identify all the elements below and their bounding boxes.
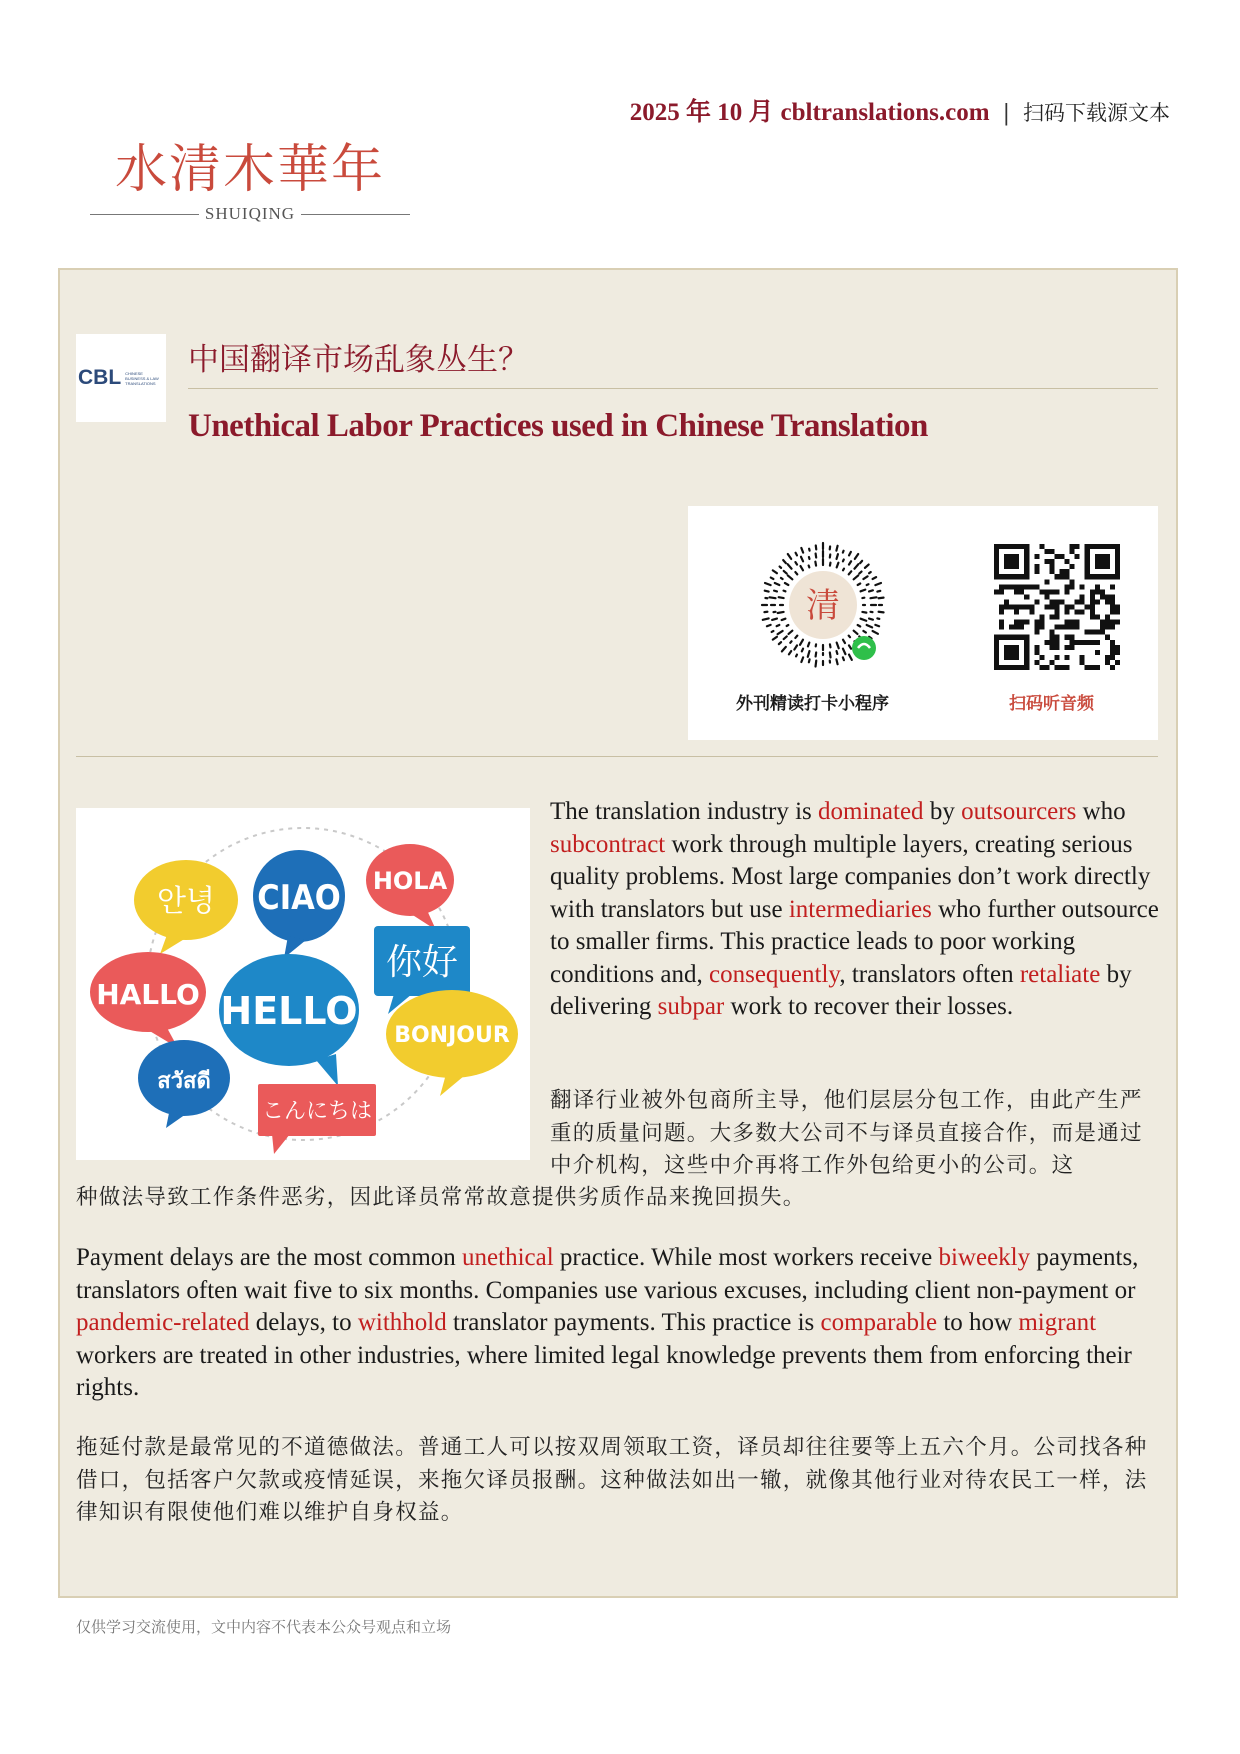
language-bubbles-image [76, 808, 530, 1160]
section-divider [76, 756, 1158, 757]
vocab-highlight: comparable [820, 1309, 938, 1336]
body-text: practice. While most workers receive [553, 1244, 939, 1271]
mini-program-label: 外刊精读打卡小程序 [736, 694, 889, 714]
title-english: Unethical Labor Practices used in Chinese Translation [188, 408, 928, 444]
svg-text:BONJOUR: BONJOUR [394, 1023, 510, 1048]
vocab-highlight: withhold [357, 1309, 447, 1336]
paragraph-2-english [76, 1242, 1166, 1405]
header-separator: | [1002, 101, 1010, 126]
vocab-highlight: biweekly [938, 1244, 1031, 1271]
body-text: translator payments. This practice is [446, 1309, 821, 1336]
body-text: Payment delays are the most common [76, 1244, 463, 1271]
vocab-highlight: dominated [818, 798, 924, 825]
title-chinese: 中国翻译市场乱象丛生？ [188, 342, 529, 378]
svg-text:สวัสดี: สวัสดี [157, 1069, 211, 1094]
vocab-highlight: retaliate [1019, 960, 1101, 988]
title-divider [188, 388, 1158, 389]
svg-text:안녕: 안녕 [157, 884, 215, 919]
body-text: delays, to [249, 1309, 358, 1336]
logo-sub-text: SHUIQING [204, 204, 296, 223]
logo-rule-left [90, 214, 199, 215]
svg-text:你好: 你好 [385, 942, 459, 983]
svg-text:CIAO: CIAO [257, 878, 341, 918]
mini-program-code-icon[interactable] [758, 540, 888, 670]
svg-text:HALLO: HALLO [96, 978, 200, 1011]
body-text: who [1076, 798, 1126, 825]
mini-program-char: 清 [806, 586, 840, 626]
body-text: to how [937, 1309, 1019, 1336]
body-text: The translation industry is [550, 798, 819, 825]
logo-rule-right [301, 214, 410, 215]
body-text: work to recover their losses. [724, 993, 1014, 1020]
download-note: 扫码下载源文本 [1023, 101, 1170, 125]
svg-text:HOLA: HOLA [372, 867, 448, 895]
paragraph-1-english [550, 796, 1162, 1024]
vocab-highlight: consequently [709, 960, 840, 988]
logo-mark: 水清木華年 [114, 140, 385, 200]
header-meta [630, 92, 1170, 128]
paragraph-1-chinese-continued: 种做法导致工作条件恶劣，因此译员常常故意提供劣质作品来挽回损失。 [76, 1185, 806, 1210]
logo-subtitle [90, 204, 410, 224]
vocab-highlight: migrant [1018, 1309, 1097, 1336]
vocab-highlight: subcontract [550, 830, 666, 858]
svg-text:こんにちは: こんにちは [261, 1099, 373, 1124]
vocab-highlight: pandemic-related [76, 1309, 250, 1336]
body-text: , translators often [839, 960, 1020, 988]
vocab-highlight: unethical [462, 1244, 554, 1271]
issue-date: 2025 年 10 月 [629, 99, 774, 126]
paragraph-2-chinese: 拖延付款是最常见的不道德做法。普通工人可以按双周领取工资，译员却往往要等上五六个月。公司找各种借口，包括客户欠款或疫情延误，来拖欠译员报酬。这种做法如出一辙，就像其他行业对待农民工一样，法律知识有限使他们难以维护自身权益。 [76, 1435, 1148, 1525]
body-text: work through multiple layers, creating serious quality problems. Most large companies don’t work directly with translators but use [550, 830, 1151, 923]
cbl-logo-text: CBL [78, 366, 122, 389]
body-text: workers are treated in other industries, where limited legal knowledge prevents them from enforcing their rights. [76, 1341, 1132, 1401]
body-text: by delivering [550, 960, 1132, 1020]
body-text: who further outsource to smaller firms. This practice leads to poor working conditions and, [550, 895, 1159, 988]
body-text: payments, translators often wait five to six months. Companies use various excuses, including client non-payment or [76, 1244, 1139, 1304]
qr-code-box [688, 506, 1158, 740]
vocab-highlight: intermediaries [788, 895, 932, 923]
svg-text:HELLO: HELLO [220, 989, 358, 1033]
audio-qr-code-icon[interactable] [994, 544, 1120, 670]
audio-label: 扫码听音频 [1009, 694, 1094, 714]
speech-bubbles-illustration [76, 808, 530, 1160]
disclaimer-footer: 仅供学习交流使用，文中内容不代表本公众号观点和立场 [76, 1618, 452, 1636]
cbl-logo-tagline: CHINESE BUSINESS & LAW TRANSLATIONS [125, 370, 159, 386]
cbl-logo [76, 334, 166, 422]
paragraph-1-chinese: 翻译行业被外包商所主导，他们层层分包工作，由此产生严重的质量问题。大多数大公司不与译员直接合作，而是通过中介机构，这些中介再将工作外包给更小的公司。这 [550, 1088, 1143, 1178]
site-link[interactable]: cbltranslations.com [780, 99, 990, 126]
article-panel [58, 268, 1178, 1598]
body-text: by [923, 798, 962, 825]
shuiqing-logo [90, 140, 410, 240]
vocab-highlight: outsourcers [961, 798, 1077, 825]
vocab-highlight: subpar [657, 993, 725, 1020]
